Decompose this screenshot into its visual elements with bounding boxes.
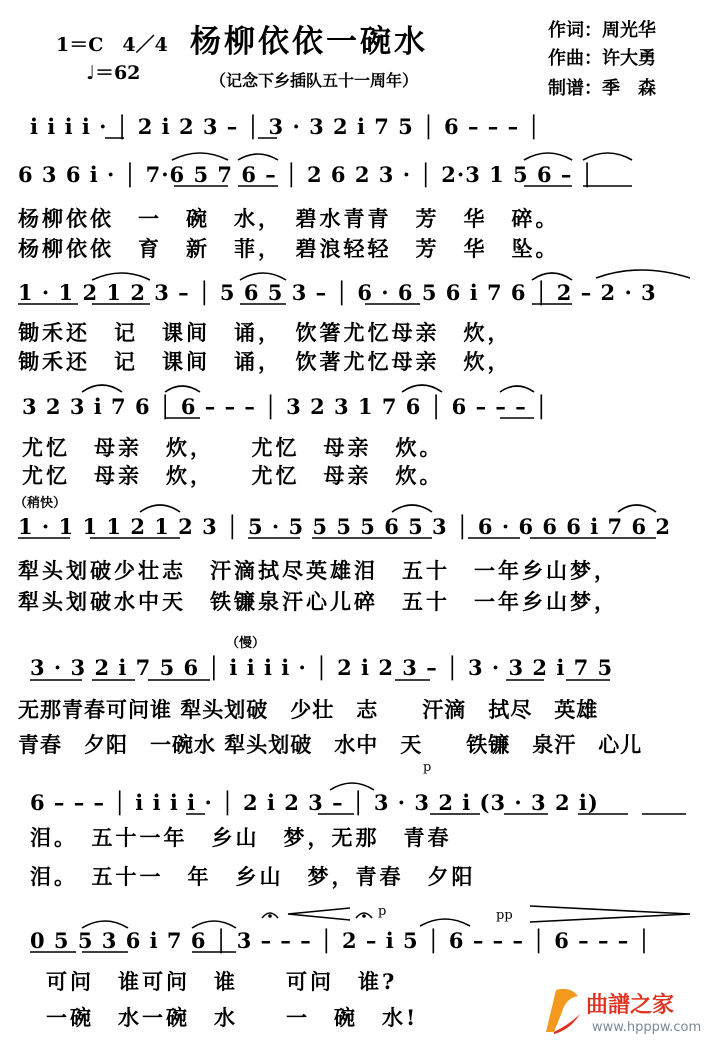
- watermark-url: www.hpppw.com: [592, 1020, 702, 1035]
- watermark-text: 曲譜之家: [586, 993, 675, 1018]
- song-title: 杨柳依依一碗水: [190, 24, 428, 60]
- note-logo-icon: [540, 984, 584, 1036]
- lyric-line-3a: 锄禾还 记 课间 诵， 饮箸尤忆母亲 炊，: [18, 320, 512, 345]
- notation-line-5: 1 · 1 1 1 2 1 2 3 │ 5 · 5 5 5 5 6 5 3 │ 6 · 6 6 6 i 7 6 2: [18, 514, 671, 539]
- notation-line-2: 6 3 6 i · │ 7·6 5 7 6 – │ 2 6 2 3 · │ 2·3 1 5 6 – │: [18, 162, 595, 187]
- tempo-marking: ♩＝62: [86, 62, 141, 84]
- lyric-line-7a: 泪。 五十一年 乡山 梦，无那 青春: [30, 825, 452, 850]
- lyric-line-5b: 犁头划破水中天 铁镰泉汗心儿碎 五十 一年乡山梦，: [18, 589, 618, 614]
- notation-line-3: 1 · 1 2 1 2 3 – │ 5 6 5 3 – │ 6 · 6 5 6 i 7 6 │ 2 – 2 · 3: [18, 280, 657, 305]
- notation-line-4: 3 2 3 i 7 6 │ 6 – – – │ 3 2 3 1 7 6 │ 6 – – – │: [22, 394, 549, 419]
- notation-line-6: 3 · 3 2 i 7 5 6 │ i i i i · │ 2 i 2 3 – │ 3 · 3 2 i 7 5: [30, 655, 614, 680]
- lyric-line-3b: 锄禾还 记 课间 诵， 饮著尤忆母亲 炊，: [18, 349, 512, 374]
- notation-line-1: i i i i · │ 2 i 2 3 – │ 3 · 3 2 i 7 5 │ 6 – – – │: [30, 114, 542, 139]
- watermark-logo: [540, 982, 720, 1040]
- lyric-line-8b: 一碗 水一碗 水 一 碗 水!: [46, 1005, 419, 1030]
- lyric-line-8a: 可问 谁可问 谁 可问 谁?: [46, 969, 398, 994]
- key-meter: 1＝C 4／4: [56, 34, 168, 56]
- dynamic-p-2: p: [378, 904, 387, 919]
- lyric-line-6a: 无那青春可问谁 犁头划破 少壮 志 汗滴 拭尽 英雄: [18, 697, 599, 722]
- arranger-credit: 制谱：季 森: [548, 78, 656, 99]
- lyric-line-4b: 尤忆 母亲 炊， 尤忆 母亲 炊。: [22, 463, 444, 488]
- tempo-mark-slow: （慢）: [226, 636, 266, 651]
- lyric-line-4a: 尤忆 母亲 炊， 尤忆 母亲 炊。: [22, 435, 444, 460]
- lyric-line-2a: 杨柳依依 一 碗 水， 碧水青青 芳 华 碎。: [18, 206, 560, 231]
- lyric-line-2b: 杨柳依依 育 新 菲， 碧浪轻轻 芳 华 坠。: [18, 236, 560, 261]
- song-subtitle: （记念下乡插队五十一周年）: [210, 71, 419, 90]
- notation-line-7: 6 – – – │ i i i i · │ 2 i 2 3 – │ 3 · 3 2 i (3 · 3 2 i): [30, 790, 599, 815]
- notation-line-8: 0 5 5 3 6 i 7 6 │ 3 – – – │ 2 – i 5 │ 6 – – – │ 6 – – – │: [30, 928, 652, 953]
- lyricist-credit: 作词：周光华: [548, 20, 656, 41]
- dynamic-p-1: p: [423, 760, 432, 775]
- lyric-line-7b: 泪。 五十一 年 乡山 梦，青春 夕阳: [30, 864, 476, 889]
- lyric-line-6b: 青春 夕阳 一碗水 犁头划破 水中 天 铁镰 泉汗 心儿: [18, 732, 643, 757]
- lyric-line-5a: 犁头划破少壮志 汗滴拭尽英雄泪 五十 一年乡山梦，: [18, 558, 618, 583]
- composer-credit: 作曲：许大勇: [548, 48, 656, 69]
- dynamic-pp: pp: [496, 908, 513, 923]
- tempo-mark-faster: （稍快）: [14, 496, 67, 511]
